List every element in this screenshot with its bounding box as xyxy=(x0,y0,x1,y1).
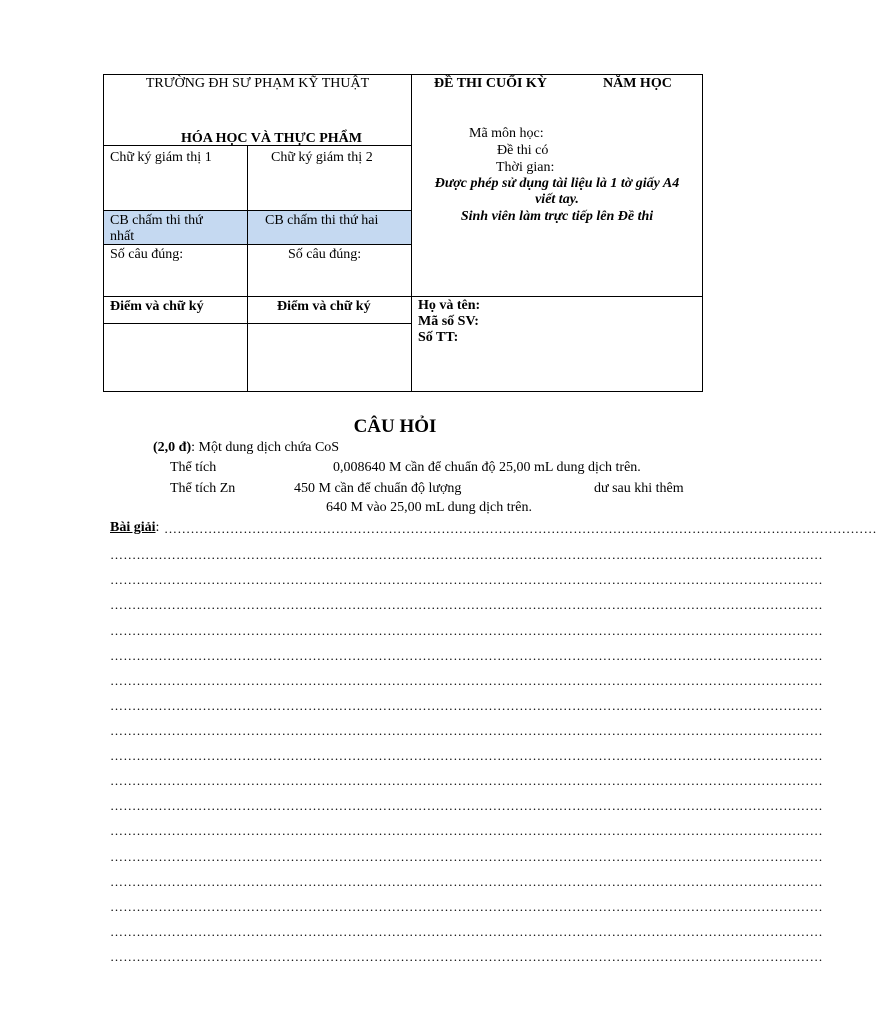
course-code: Mã môn học: xyxy=(469,126,544,141)
answer-line[interactable]: ……………………………………………………………………………………………………………………………………………… xyxy=(110,849,823,864)
answer-label xyxy=(110,520,159,536)
answer-line[interactable]: ……………………………………………………………………………………………………………………………………………… xyxy=(110,597,823,612)
student-name-label: Họ và tên: xyxy=(418,298,481,313)
answer-line[interactable]: ……………………………………………………………………………………………………………………………………………… xyxy=(164,521,877,536)
student-id-label: Mã số SV: xyxy=(418,314,479,329)
grader1-label-line2: nhất xyxy=(110,229,135,244)
answer-line[interactable]: ……………………………………………………………………………………………………………………………………………… xyxy=(110,773,823,788)
answer-line[interactable]: ……………………………………………………………………………………………………………………………………………… xyxy=(110,823,823,838)
row-line-3 xyxy=(103,244,411,245)
answer-line[interactable]: ……………………………………………………………………………………………………………………………………………… xyxy=(110,623,823,638)
school-year: NĂM HỌC xyxy=(603,76,672,91)
row-line-4 xyxy=(103,296,703,297)
answer-line[interactable]: ……………………………………………………………………………………………………………………………………………… xyxy=(110,899,823,914)
page-count: Đề thi có xyxy=(497,143,549,158)
divider-main xyxy=(411,74,412,392)
question-line2-a: Thể tích Zn xyxy=(170,481,236,496)
exam-time: Thời gian: xyxy=(496,160,555,175)
proctor1-label: Chữ ký giám thị 1 xyxy=(110,150,212,165)
question-line1-a: Thể tích xyxy=(170,460,217,475)
answer-line[interactable]: ……………………………………………………………………………………………………………………………………………… xyxy=(110,723,823,738)
answer-line[interactable]: ……………………………………………………………………………………………………………………………………………… xyxy=(110,698,823,713)
question-intro-text: : Một dung dịch chứa CoS xyxy=(191,440,340,455)
answer-line[interactable]: ……………………………………………………………………………………………………………………………………………… xyxy=(110,798,823,813)
correct-count-2: Số câu đúng: xyxy=(288,247,362,262)
student-order-label: Số TT: xyxy=(418,330,459,345)
questions-heading: CÂU HỎI xyxy=(353,416,437,437)
grader1-label-line1: CB chấm thi thứ xyxy=(110,213,203,228)
allowed-materials-line2: viết tay. xyxy=(535,192,579,207)
school-name: TRƯỜNG ĐH SƯ PHẠM KỸ THUẬT xyxy=(145,76,370,91)
row-line-5 xyxy=(103,323,411,324)
divider-left xyxy=(247,145,248,392)
grader2-label: CB chấm thi thứ hai xyxy=(265,213,379,228)
proctor2-label: Chữ ký giám thị 2 xyxy=(271,150,373,165)
question-line3: 640 M vào 25,00 mL dung dịch trên. xyxy=(326,500,532,515)
allowed-materials-line1: Được phép sử dụng tài liệu là 1 tờ giấy A4 xyxy=(434,176,680,191)
answer-line[interactable]: ……………………………………………………………………………………………………………………………………………… xyxy=(110,924,823,939)
answer-line[interactable]: ……………………………………………………………………………………………………………………………………………… xyxy=(110,949,823,964)
answer-line[interactable]: ……………………………………………………………………………………………………………………………………………… xyxy=(110,648,823,663)
question-points: (2,0 đ) xyxy=(153,440,192,455)
answer-line[interactable]: ……………………………………………………………………………………………………………………………………………… xyxy=(110,547,823,562)
question-line2-b: 450 M cần để chuẩn độ lượng xyxy=(294,481,462,496)
exam-title: ĐỀ THI CUỐI KỲ xyxy=(434,76,547,91)
question-line2-c: dư sau khi thêm xyxy=(594,481,684,496)
faculty-name: HÓA HỌC VÀ THỰC PHẨM xyxy=(181,131,362,146)
answer-line[interactable]: ……………………………………………………………………………………………………………………………………………… xyxy=(110,673,823,688)
answer-label-text: Bài giải xyxy=(110,520,156,535)
instruction: Sinh viên làm trực tiếp lên Đề thi xyxy=(460,209,654,224)
row-line-2 xyxy=(103,210,411,211)
answer-line[interactable]: ……………………………………………………………………………………………………………………………………………… xyxy=(110,748,823,763)
score-signature-1: Điểm và chữ ký xyxy=(110,299,204,314)
answer-label-colon: : xyxy=(155,520,160,535)
question-intro xyxy=(153,440,339,456)
correct-count-1: Số câu đúng: xyxy=(110,247,184,262)
score-signature-2: Điểm và chữ ký xyxy=(277,299,371,314)
question-line1-b: 0,008640 M cần để chuẩn độ 25,00 mL dung dịch trên. xyxy=(333,460,641,475)
answer-line[interactable]: ……………………………………………………………………………………………………………………………………………… xyxy=(110,572,823,587)
answer-line[interactable]: ……………………………………………………………………………………………………………………………………………… xyxy=(110,874,823,889)
